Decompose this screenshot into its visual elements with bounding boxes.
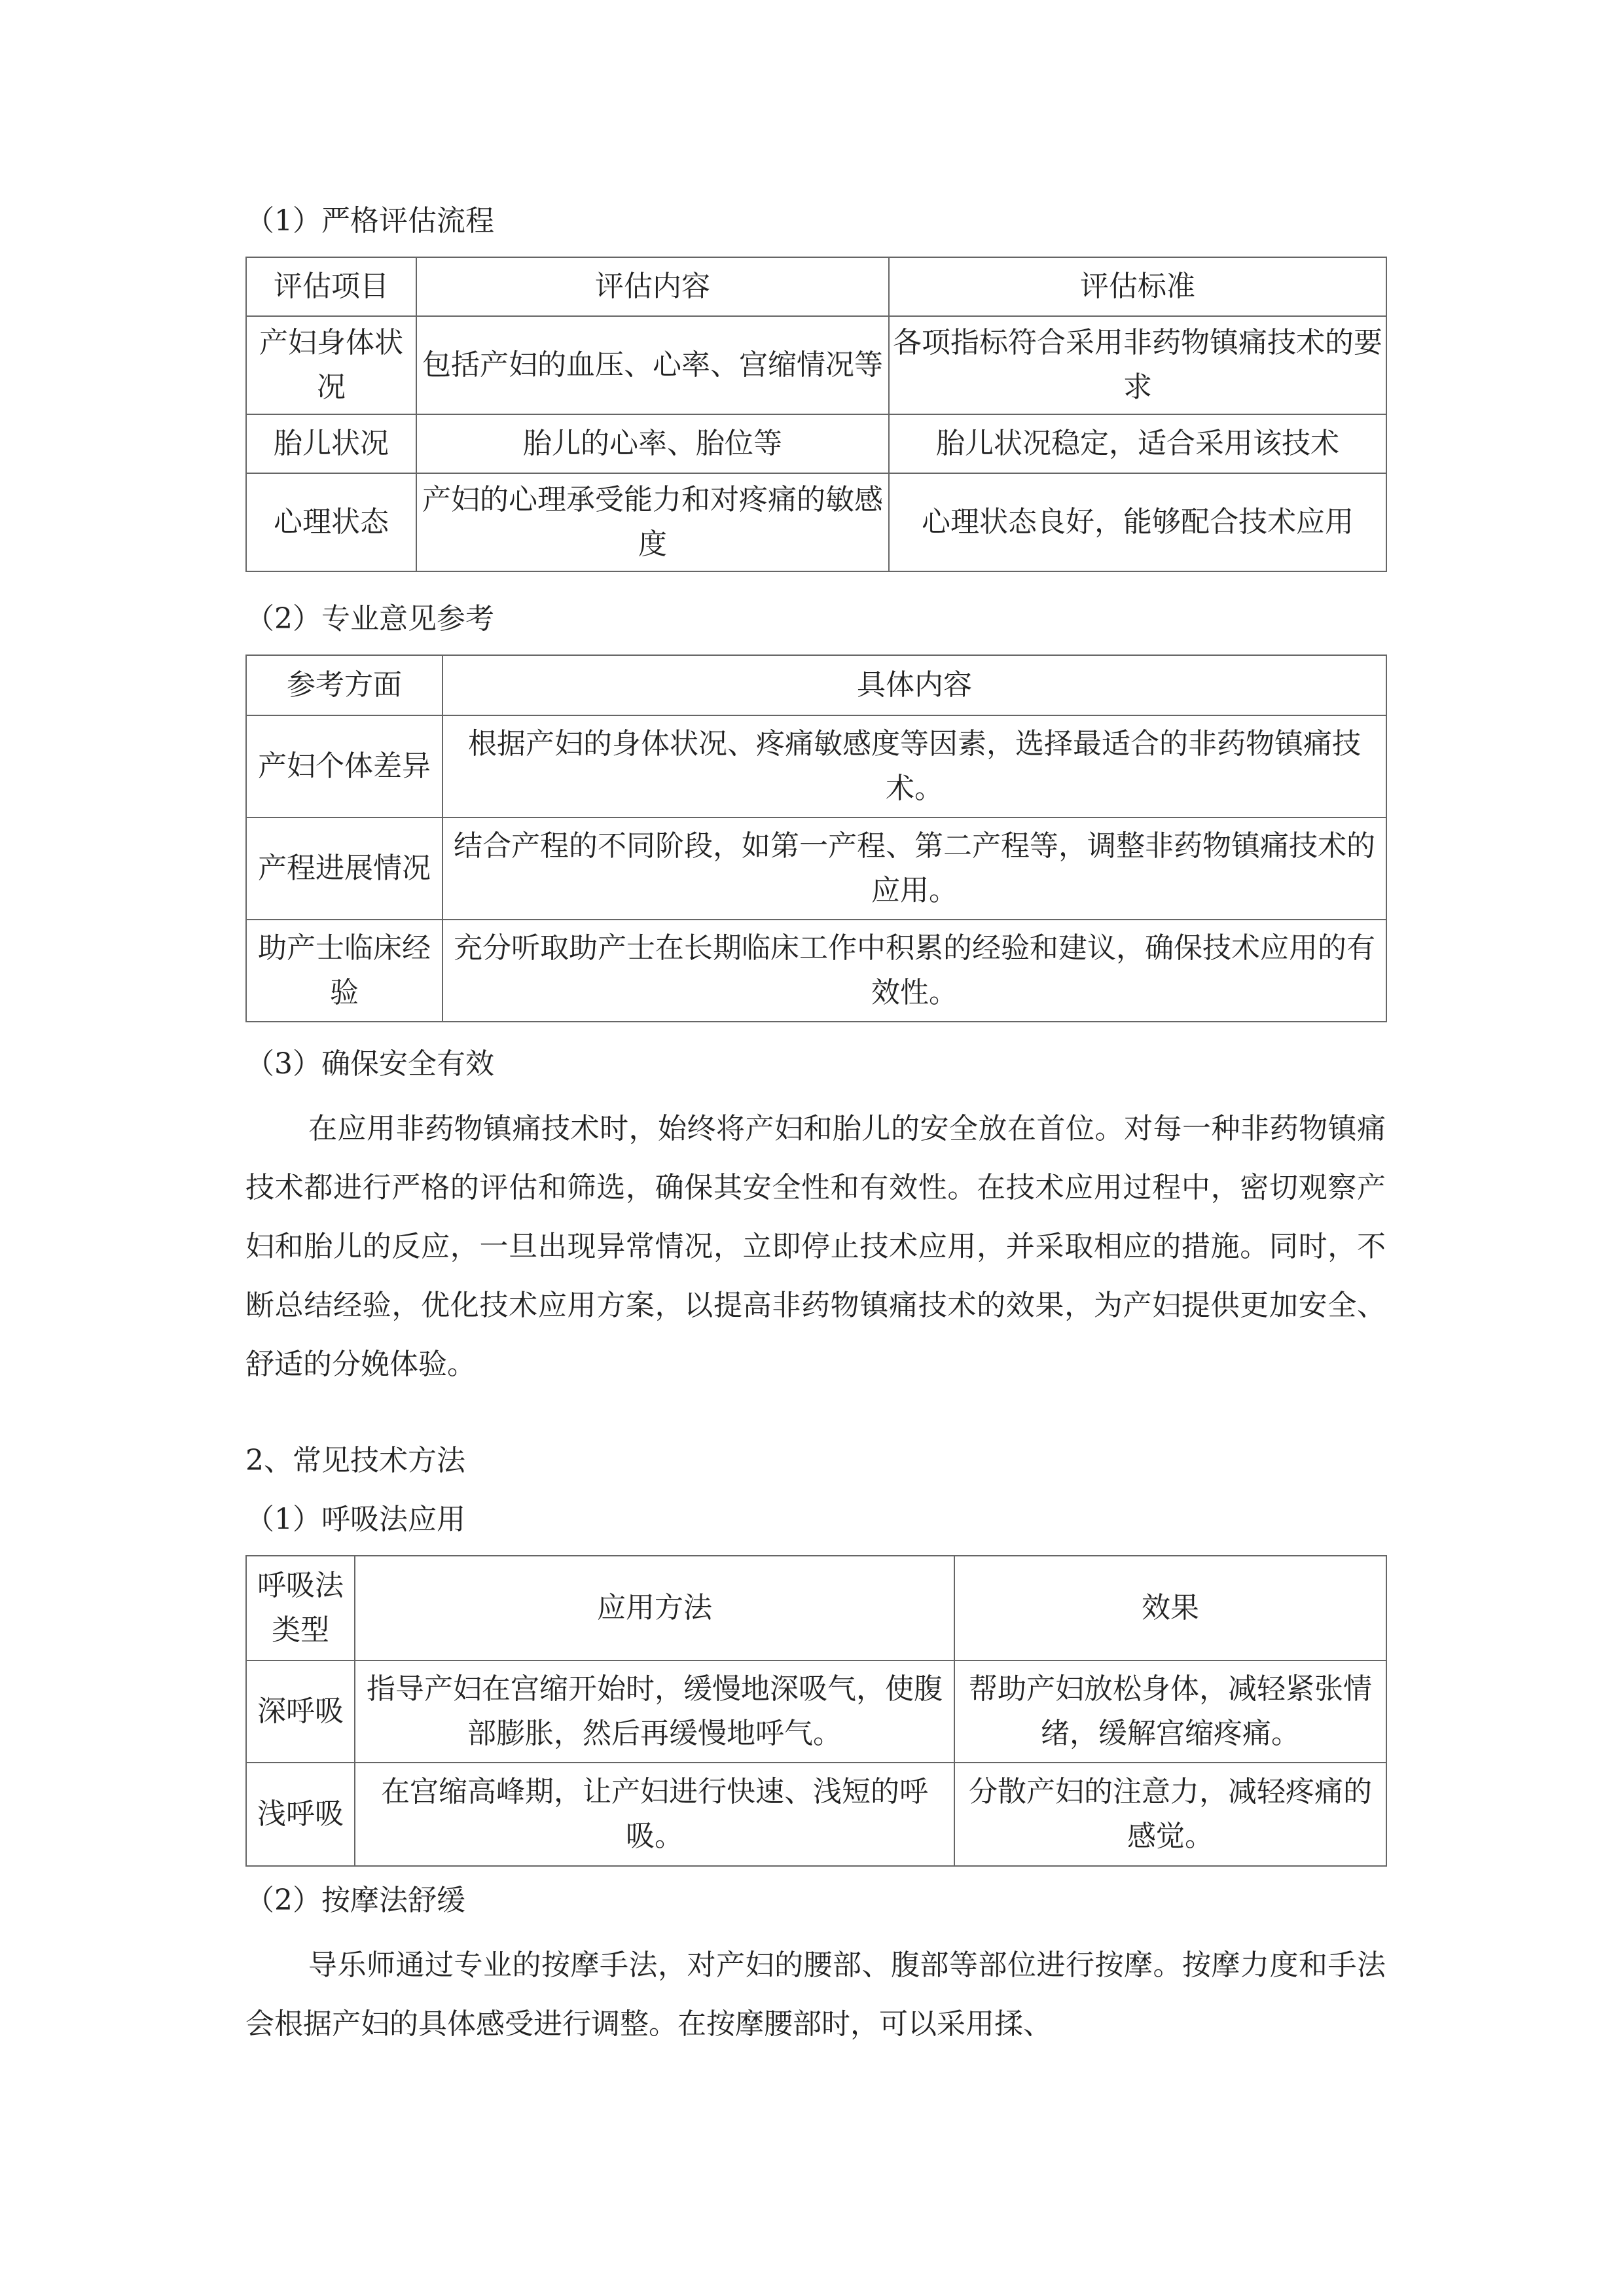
table-cell: 胎儿状况稳定，适合采用该技术: [889, 414, 1386, 473]
table-cell: 在宫缩高峰期，让产妇进行快速、浅短的呼吸。: [355, 1763, 954, 1866]
table-cell: 各项指标符合采用非药物镇痛技术的要求: [889, 316, 1386, 414]
safety-paragraph: 在应用非药物镇痛技术时，始终将产妇和胎儿的安全放在首位。对每一种非药物镇痛技术都进行严格的评估和筛选，确保其安全性和有效性。在技术应用过程中，密切观察产妇和胎儿的反应，一旦出现异常情况，立即停止技术应用，并采取相应的措施。同时，不断总结经验，优化技术应用方案，以提高非药物镇痛技术的效果，为产妇提供更加安全、舒适的分娩体验。: [245, 1112, 1386, 1381]
heading-safety: （3）确保安全有效: [245, 1047, 494, 1081]
heading-breathing: （1）呼吸法应用: [245, 1503, 465, 1536]
table-row: [246, 715, 1386, 817]
table-cell: 帮助产妇放松身体，减轻紧张情绪，缓解宫缩疼痛。: [954, 1660, 1386, 1763]
massage-paragraph: 导乐师通过专业的按摩手法，对产妇的腰部、腹部等部位进行按摩。按摩力度和手法会根据产妇的具体感受进行调整。在按摩腰部时，可以采用揉、: [245, 1948, 1386, 2041]
table-cell: 助产士临床经验: [246, 920, 442, 1022]
table-cell: 包括产妇的血压、心率、宫缩情况等: [416, 316, 889, 414]
table-row: [246, 473, 1386, 571]
table-cell: 产妇个体差异: [246, 715, 442, 817]
table-cell: 根据产妇的身体状况、疼痛敏感度等因素，选择最适合的非药物镇痛技术。: [442, 715, 1386, 817]
table-header-row: [246, 1556, 1386, 1660]
table-cell: 分散产妇的注意力，减轻疼痛的感觉。: [954, 1763, 1386, 1866]
table-row: [246, 1763, 1386, 1866]
heading-professional-advice: （2）专业意见参考: [245, 602, 494, 636]
header-cell: 评估内容: [416, 257, 889, 316]
table-cell: 产妇身体状况: [246, 316, 416, 414]
table-cell: 胎儿的心率、胎位等: [416, 414, 889, 473]
header-cell: 参考方面: [246, 655, 442, 715]
header-cell: 评估项目: [246, 257, 416, 316]
table-cell: 胎儿状况: [246, 414, 416, 473]
table-header-row: [246, 655, 1386, 715]
table-cell: 充分听取助产士在长期临床工作中积累的经验和建议，确保技术应用的有效性。: [442, 920, 1386, 1022]
table-cell: 产程进展情况: [246, 817, 442, 920]
heading-assessment-process: （1）严格评估流程: [245, 204, 494, 238]
heading-common-methods: 2、常见技术方法: [245, 1444, 465, 1477]
table-row: [246, 920, 1386, 1022]
table-cell: 产妇的心理承受能力和对疼痛的敏感度: [416, 473, 889, 571]
header-cell: 应用方法: [355, 1556, 954, 1660]
header-cell: 效果: [954, 1556, 1386, 1660]
advice-table: [245, 655, 1387, 1022]
table-row: [246, 1660, 1386, 1763]
header-cell: 评估标准: [889, 257, 1386, 316]
table-row: [246, 817, 1386, 920]
table-row: [246, 316, 1386, 414]
table-cell: 心理状态良好，能够配合技术应用: [889, 473, 1386, 571]
table-cell: 指导产妇在宫缩开始时，缓慢地深吸气，使腹部膨胀，然后再缓慢地呼气。: [355, 1660, 954, 1763]
heading-massage: （2）按摩法舒缓: [245, 1884, 465, 1917]
header-cell: 呼吸法类型: [246, 1556, 355, 1660]
table-header-row: [246, 257, 1386, 316]
table-row: [246, 414, 1386, 473]
breathing-table: [245, 1555, 1387, 1867]
header-cell: 具体内容: [442, 655, 1386, 715]
table-cell: 浅呼吸: [246, 1763, 355, 1866]
assessment-table: [245, 257, 1387, 572]
table-cell: 深呼吸: [246, 1660, 355, 1763]
table-cell: 心理状态: [246, 473, 416, 571]
table-cell: 结合产程的不同阶段，如第一产程、第二产程等，调整非药物镇痛技术的应用。: [442, 817, 1386, 920]
